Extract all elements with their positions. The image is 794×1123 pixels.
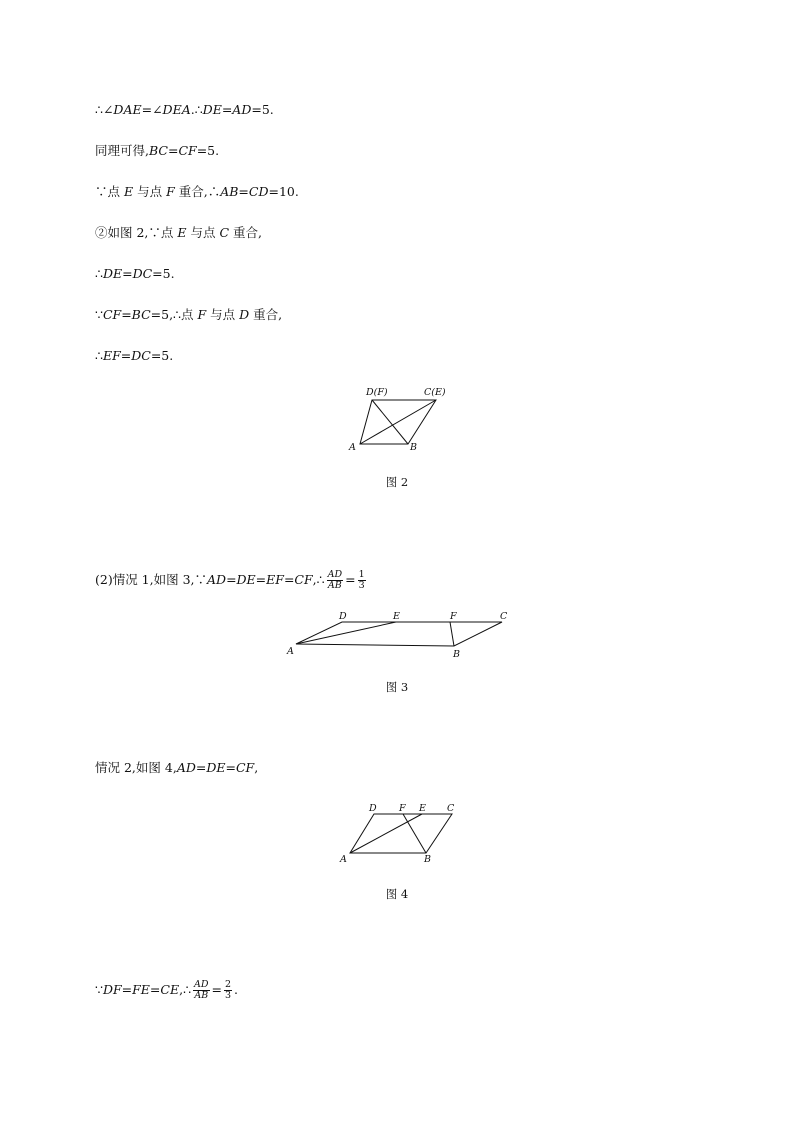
equals-sign: = [211,982,222,997]
math-variable: E [123,184,134,199]
figure-2 [340,384,460,454]
math-variable: F [197,307,207,322]
text-fragment: 情况 2,如图 4, [95,760,177,775]
therefore-symbol: ∴ [95,266,103,281]
therefore-symbol: ∴ [95,348,103,363]
label-d: D(F) [366,387,388,398]
text-fragment: , [254,760,259,775]
figure-2-diagram [340,384,460,454]
label-c: C [447,803,455,814]
parallelogram-abcd [350,814,452,853]
segment-bf [372,400,408,444]
text-line-1 [95,102,274,118]
fraction-numerator: 1 [358,569,365,580]
label-a: A [340,854,347,865]
text-fragment: 同理可得, [95,143,149,158]
label-e: E [419,803,426,814]
text-line-10 [95,980,238,1001]
math-expression: AD=DE=CF [176,760,255,775]
label-b: B [410,442,417,453]
math-expression: CF=BC [102,307,151,322]
math-expression: AB=CD [220,184,269,199]
label-b: B [424,854,431,865]
figure-4-diagram [336,798,466,866]
text-fragment: 与点 [186,225,220,240]
figure-4-caption: 图 4 [385,887,409,901]
math-variable: F [166,184,175,199]
segment-ae [360,400,436,444]
fraction-numerator: AD [194,979,209,990]
text-fragment: ②如图 2,∵点 [95,225,178,240]
label-a: A [287,646,294,657]
math-expression: ∠DAE=∠DEA [102,102,191,117]
text-fragment: =5. [150,348,174,363]
figure-4 [336,798,466,866]
text-fragment: 与点 [206,307,240,322]
therefore-symbol: ∴ [95,102,103,117]
label-b: B [453,649,460,660]
text-fragment: ,∴ [179,982,192,997]
text-fragment: =5. [152,266,175,281]
fraction-numerator: 2 [225,979,232,990]
fraction-numerator: AD [327,569,343,580]
equals-sign: = [345,572,356,587]
segment-ae [296,622,396,644]
label-c: C [500,611,508,622]
label-e: E [393,611,400,622]
text-fragment: ∵点 [95,184,124,199]
figure-2-caption: 图 2 [385,475,409,489]
math-expression: EF=DC [102,348,151,363]
text-line-8 [95,570,368,591]
text-fragment: 重合, [249,307,283,322]
parallelogram-abcd [296,622,502,646]
math-expression: DE=AD [202,102,252,117]
text-line-4 [95,225,262,241]
math-expression: BC=CF [148,143,197,158]
figure-3 [282,608,522,660]
label-a: A [349,442,356,453]
segment-ae [350,814,422,853]
math-expression: AD=DE=EF=CF [207,572,313,587]
text-line-6 [95,307,282,323]
figure-3-diagram [282,608,522,660]
text-line-7 [95,348,173,364]
text-line-5 [95,266,175,282]
segment-bf [403,814,426,853]
text-line-2 [95,143,219,159]
text-fragment: 重合,∴ [174,184,221,199]
fraction-denominator: AB [194,990,209,1001]
because-symbol: ∵ [95,982,103,997]
because-symbol: ∵ [95,307,103,322]
fraction-denominator: 3 [358,580,365,591]
text-fragment: ,∴ [312,572,325,587]
label-c: C(E) [424,387,446,398]
fraction-two-thirds [224,980,232,1001]
text-fragment: 与点 [133,184,167,199]
label-d: D [369,803,377,814]
text-fragment: 重合, [229,225,262,240]
fraction-denominator: AB [327,580,342,591]
label-d: D [339,611,347,622]
math-variable: E [177,225,187,240]
text-line-3 [95,184,299,200]
fraction-one-third [358,570,366,591]
text-fragment: .∴ [190,102,203,117]
math-variable: C [219,225,230,240]
figure-3-caption: 图 3 [385,680,409,694]
text-line-9 [95,760,258,776]
text-fragment: (2)情况 1,如图 3,∵ [95,572,208,587]
fraction-denominator: 3 [225,990,232,1001]
math-expression: DE=DC [102,266,153,281]
text-fragment: =5,∴点 [150,307,198,322]
label-f: F [399,803,406,814]
math-expression: DF=FE=CE [102,982,180,997]
fraction-ad-ab [327,570,343,591]
segment-bf [450,622,454,646]
fraction-ad-ab [193,980,209,1001]
math-variable: D [239,307,250,322]
text-fragment: . [234,982,239,997]
text-fragment: =5. [196,143,220,158]
label-f: F [450,611,457,622]
text-fragment: =5. [251,102,274,117]
text-fragment: =10. [268,184,299,199]
